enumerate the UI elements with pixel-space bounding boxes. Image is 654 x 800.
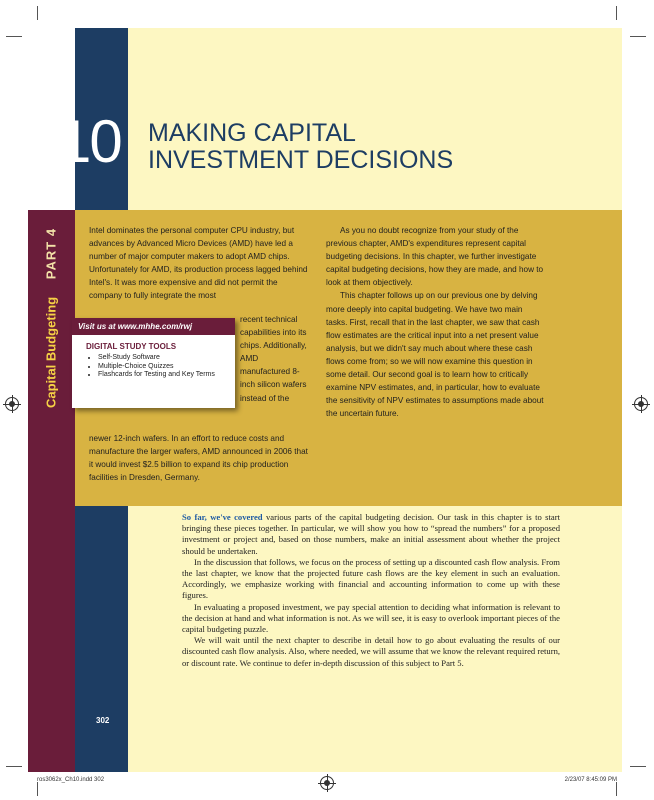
- study-box-title: DIGITAL STUDY TOOLS: [86, 342, 177, 351]
- intro-paragraph: Intel dominates the personal computer CPU industry, but advances by Advanced Micro Devices (AMD) have led a number of major computer makers to adopt AMD chips. Unfortunately for AMD, its production process lagged behind Intel's. It was more expensive and did not permit the company to fully integrate the most: [89, 226, 308, 301]
- section-title: Capital Budgeting: [43, 296, 59, 409]
- intro-left-wrap: [240, 313, 310, 405]
- chapter-number: 10: [58, 108, 121, 175]
- body-paragraph: [182, 512, 560, 557]
- crop-mark: [6, 36, 22, 37]
- intro-left-top: [89, 224, 311, 303]
- registration-mark-icon: [320, 776, 334, 790]
- list-item: • Self-Study Software: [98, 354, 235, 363]
- chapter-body: [182, 512, 560, 669]
- body-paragraph: In the discussion that follows, we focus on the process of setting up a discounted cash flow analysis. From the last chapter, we know that the projected future cash flows are the key element in such an evaluation. Accordingly, we emphasize working with financial and accounting information to come up with these figures.: [182, 556, 560, 601]
- crop-mark: [630, 36, 646, 37]
- chapter-title-line: INVESTMENT DECISIONS: [148, 146, 454, 174]
- part-label: PART 4: [43, 227, 59, 280]
- crop-mark: [37, 6, 38, 20]
- study-box-link[interactable]: Visit us at www.mhhe.com/rwj: [72, 318, 235, 335]
- body-paragraph: In evaluating a proposed investment, we pay special attention to deciding what information is relevant to the decision at hand and what information is not. As we will see, it is easy to overlook important pieces of the capital budgeting puzzle.: [182, 601, 560, 635]
- footer-file: ros3062x_Ch10.indd 302: [37, 777, 105, 783]
- side-section-label: [44, 228, 59, 408]
- digital-study-tools-box: [72, 318, 235, 408]
- intro-paragraph: recent technical capabilities into its chips. Additionally, AMD manufactured 8-inch silicon wafers instead of the: [240, 315, 307, 403]
- crop-mark: [616, 782, 617, 796]
- crop-mark: [6, 766, 22, 767]
- intro-left-bottom: [89, 432, 311, 484]
- intro-paragraph: As you no doubt recognize from your study of the previous chapter, AMD's expenditures represent capital budgeting decisions. In this chapter, we further investigate capital budgeting decisions, how they are made, and how to look at them objectively.: [326, 226, 544, 288]
- list-item: • Multiple-Choice Quizzes: [98, 363, 235, 372]
- study-tools-list: [72, 354, 235, 380]
- crop-mark: [630, 766, 646, 767]
- lead-in: So far, we've covered: [182, 512, 263, 522]
- crop-mark: [37, 782, 38, 796]
- chapter-title: [148, 120, 453, 174]
- footer-timestamp: 2/23/07 8:45:09 PM: [564, 777, 617, 783]
- intro-right-column: [326, 224, 544, 420]
- crop-mark: [616, 6, 617, 20]
- chapter-title-line: MAKING CAPITAL: [148, 119, 356, 147]
- intro-paragraph: newer 12-inch wafers. In an effort to reduce costs and manufacture the larger wafers, AMD announced in 2006 that it would invest $2.5 billion to expand its chip production facilities in Dresden, Germany.: [89, 434, 308, 483]
- body-paragraph: We will wait until the next chapter to describe in detail how to go about evaluating the results of our discounted cash flow analysis. Also, where needed, we will assume that we know the relevant required return, or discount rate. We continue to defer in-depth discussion of this subject to Part 5.: [182, 635, 561, 668]
- intro-paragraph: This chapter follows up on our previous one by delving more deeply into capital budgeting. We have two main tasks. First, recall that in the last chapter, we saw that cash flow estimates are the critical input into a net present value analysis, but we didn't say much about where these cash flows come from; so we will now examine this question in some detail. Our second goal is to learn how to critically examine NPV estimates, and, in particular, how to evaluate the sensitivity of NPV estimates to assumptions made about the uncertain future.: [326, 291, 544, 419]
- body-text: various parts of the capital budgeting decision. Our task in this chapter is to start bringing these pieces together. In particular, we will show you how to “spread the numbers” for a proposed investment or project and, based on those numbers, make an initial assessment about whether the project should be undertaken.: [182, 512, 560, 556]
- page-number: 302: [96, 716, 110, 725]
- registration-mark-icon: [5, 397, 19, 411]
- list-item: • Flashcards for Testing and Key Terms: [98, 371, 235, 380]
- registration-mark-icon: [634, 397, 648, 411]
